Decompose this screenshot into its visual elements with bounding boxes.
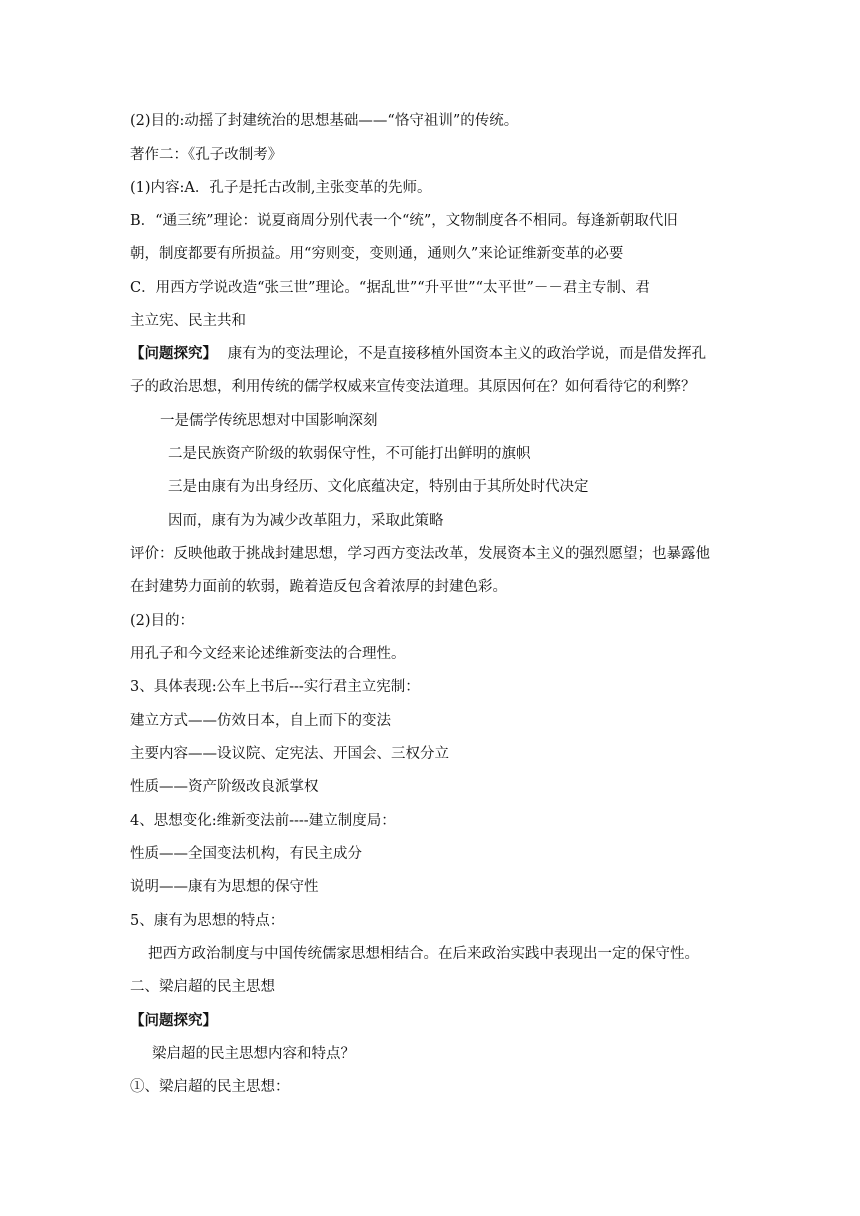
question-label: 【问题探究】 xyxy=(130,345,217,362)
text-line: (1)内容:A．孔子是托古改制,主张变革的先师。 xyxy=(130,180,432,196)
question-paragraph xyxy=(130,344,740,364)
text-line: 说明——康有为思想的保守性 xyxy=(130,879,319,895)
text-line: 性质——全国变法机构，有民主成分 xyxy=(130,846,362,862)
text-line: B．“通三统”理论：说夏商周分别代表一个“统”，文物制度各不相同。每逢新朝取代旧 xyxy=(130,213,678,229)
text-line: 梁启超的民主思想内容和特点？ xyxy=(152,1046,355,1062)
text-line: 性质——资产阶级改良派掌权 xyxy=(130,779,319,795)
text-line: 建立方式——仿效日本，自上而下的变法 xyxy=(130,713,391,729)
text-line: 评价：反映他敢于挑战封建思想，学习西方变法改革，发展资本主义的强烈愿望；也暴露他 xyxy=(130,546,710,562)
text-line: (2)目的： xyxy=(130,613,195,629)
text-line: 主立宪、民主共和 xyxy=(130,313,246,329)
text-line: 在封建势力面前的软弱，跪着造反包含着浓厚的封建色彩。 xyxy=(130,579,507,595)
text-line: 把西方政治制度与中国传统儒家思想相结合。在后来政治实践中表现出一定的保守性。 xyxy=(148,946,699,962)
text-line: ①、梁启超的民主思想： xyxy=(130,1079,290,1095)
text-line: 一是儒学传统思想对中国影响深刻 xyxy=(160,413,378,429)
text-line: 4、思想变化:维新变法前----建立制度局： xyxy=(130,813,396,829)
text-line: 子的政治思想，利用传统的儒学权威来宣传变法道理。其原因何在？如何看待它的利弊？ xyxy=(130,379,696,395)
text-line: (2)目的:动摇了封建统治的思想基础——“恪守祖训”的传统。 xyxy=(130,113,519,129)
text-line: 用孔子和今文经来论述维新变法的合理性。 xyxy=(130,646,406,662)
text-line: 主要内容——设议院、定宪法、开国会、三权分立 xyxy=(130,746,449,762)
text-line: 著作二：《孔子改制考》 xyxy=(130,147,283,163)
text-line: 因而，康有为为减少改革阻力，采取此策略 xyxy=(168,513,444,529)
text-line: 3、具体表现:公车上书后---实行君主立宪制： xyxy=(130,679,420,695)
text-line: C．用西方学说改造“张三世”理论。“据乱世”“升平世”“太平世”－－君主专制、君 xyxy=(130,280,650,296)
question-text: 康有为的变法理论，不是直接移植外国资本主义的政治学说，而是借发挥孔 xyxy=(227,346,707,362)
text-line: 5、康有为思想的特点： xyxy=(130,913,285,929)
text-line: 二、梁启超的民主思想 xyxy=(130,979,275,995)
text-line: 三是由康有为出身经历、文化底蕴决定，特别由于其所处时代决定 xyxy=(168,479,589,495)
question-label: 【问题探究】 xyxy=(130,1012,217,1029)
text-line: 二是民族资产阶级的软弱保守性，不可能打出鲜明的旗帜 xyxy=(168,446,531,462)
text-line: 朝，制度都要有所损益。用“穷则变，变则通，通则久”来论证维新变革的必要 xyxy=(130,246,624,262)
